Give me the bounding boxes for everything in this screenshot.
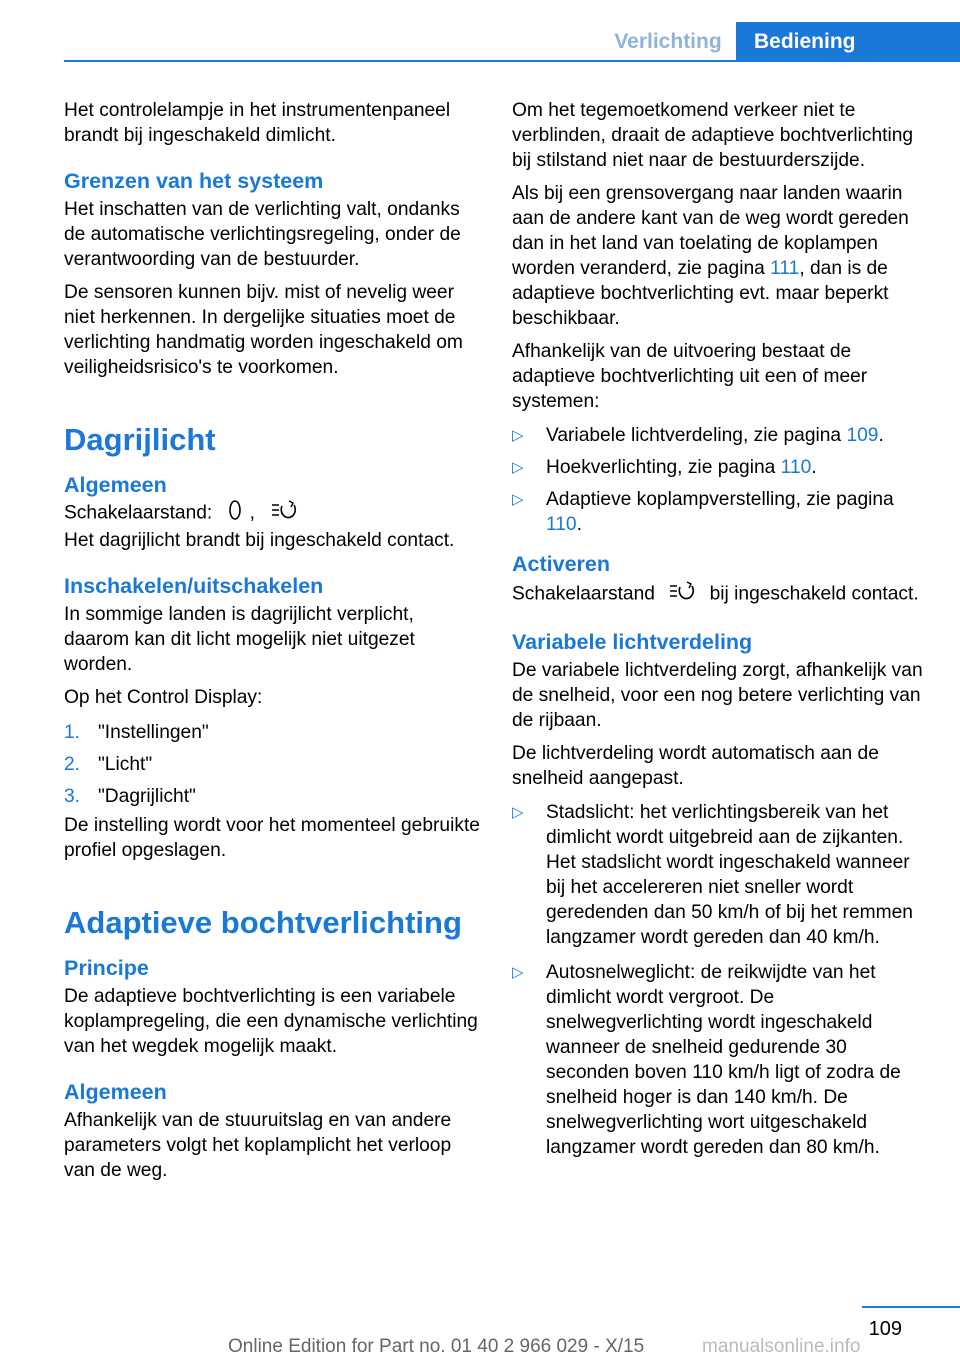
heading-algemeen: Algemeen <box>64 473 167 497</box>
bullet-triangle-icon: ▷ <box>512 804 524 821</box>
paragraph: Afhankelijk van de uitvoering bestaat de adaptieve bochtverlichting uit een of meer systemen: <box>512 341 868 412</box>
step-text: "Dagrijlicht" <box>98 786 196 807</box>
bullet-triangle-icon: ▷ <box>512 964 524 981</box>
bullet-text: . <box>576 514 582 535</box>
steps-list <box>64 720 484 809</box>
heading-dagrijlicht: Dagrijlicht <box>64 422 216 457</box>
bullet-text: Stadslicht: het verlichtingsbereik van het dimlicht wordt uitgebreid aan de zijkanten. Het stadslicht wordt ingeschakeld wanneer bij het accelereren niet sneller wordt geredenden dan 50 km/h of bij het remmen langzamer wordt gereden dan 40 km/h. <box>546 802 913 948</box>
right-column <box>512 98 932 1167</box>
heading-adaptieve: Adaptieve bochtverlichting <box>64 905 462 940</box>
step-number: 3. <box>64 786 81 807</box>
heading-activeren: Activeren <box>512 552 610 576</box>
bullet-triangle-icon: ▷ <box>512 491 524 508</box>
paragraph: De instelling wordt voor het momenteel gebruikte profiel opgeslagen. <box>64 815 480 861</box>
heading-principe: Principe <box>64 956 149 980</box>
step-text: "Instellingen" <box>98 722 209 743</box>
activate-line <box>512 580 932 609</box>
header-tab-bediening-label: Bediening <box>754 30 856 53</box>
bullet-triangle-icon: ▷ <box>512 459 524 476</box>
header-tab-bediening[interactable] <box>736 22 960 62</box>
list-item <box>512 960 932 1160</box>
switch-position-label: Schakelaarstand: <box>64 502 213 524</box>
page-link[interactable]: 111 <box>770 258 800 279</box>
list-item <box>64 784 484 809</box>
header-tab-verlichting[interactable]: Verlichting <box>614 30 722 53</box>
step-number: 1. <box>64 722 81 743</box>
paragraph: Het inschatten van de verlichting valt, ondanks de automatische verlichtingsregeling, onder de verantwoording van de bestuurder. <box>64 199 461 270</box>
light-modes-list <box>512 800 932 1160</box>
bullet-text: . <box>878 425 884 446</box>
page-link[interactable]: 110 <box>780 457 812 478</box>
edition-line: Online Edition for Part no. 01 40 2 966 029 - X/15 <box>228 1336 645 1357</box>
activate-text: bij ingeschakeld contact. <box>709 583 919 605</box>
heading-grenzen: Grenzen van het systeem <box>64 169 324 193</box>
paragraph: De adaptieve bochtverlichting is een variabele koplampregeling, die een dynamische verlichting van het wegdek mogelijk maakt. <box>64 986 478 1057</box>
bullet-text: . <box>811 457 817 478</box>
footer-rule <box>862 1306 960 1308</box>
auto-headlight-icon <box>668 580 696 609</box>
list-item <box>512 455 932 480</box>
paragraph: Het controlelampje in het instrumentenpaneel brandt bij ingeschakeld dimlicht. <box>64 100 451 146</box>
heading-inschakelen: Inschakelen/uitschakelen <box>64 574 324 598</box>
paragraph: Afhankelijk van de stuuruitslag en van andere parameters volgt het koplamplicht het verloop van de weg. <box>64 1110 452 1181</box>
bullet-text: Variabele lichtverdeling, zie pagina <box>546 425 847 446</box>
bullet-text: Hoekverlichting, zie pagina <box>546 457 781 478</box>
paragraph-text: , dan is de adaptieve bochtverlichting evt. maar beperkt beschikbaar. <box>512 258 889 329</box>
page-link[interactable]: 109 <box>846 425 879 446</box>
left-column <box>64 98 484 1183</box>
paragraph <box>512 181 932 331</box>
switch-off-icon <box>228 499 242 528</box>
step-text: "Licht" <box>98 754 153 775</box>
paragraph: Op het Control Display: <box>64 687 263 708</box>
list-item <box>512 487 932 537</box>
bullet-text: Autosnelweglicht: de reikwijdte van het dimlicht wordt vergroot. De snelwegverlichting wordt ingeschakeld wanneer de snelheid gedurende 30 seconden boven 110 km/h ligt of zodra de snelheid hoger is dan 140 km/h. De snelwegverlichting wort uitgeschakeld langzamer wordt gereden dan 80 km/h. <box>546 962 901 1158</box>
list-item <box>64 752 484 777</box>
page-number: 109 <box>868 1318 902 1340</box>
paragraph: Het dagrijlicht brandt bij ingeschakeld contact. <box>64 530 455 551</box>
list-item <box>64 720 484 745</box>
comma: , <box>249 502 255 524</box>
paragraph: De sensoren kunnen bijv. mist of nevelig weer niet herkennen. In dergelijke situaties moet de verlichting handmatig worden ingeschakeld om veiligheidsrisico's te voorkomen. <box>64 282 463 378</box>
auto-headlight-icon <box>270 499 298 528</box>
page-link[interactable]: 110 <box>546 514 577 535</box>
list-item <box>512 800 932 950</box>
paragraph: De lichtverdeling wordt automatisch aan de snelheid aangepast. <box>512 743 879 789</box>
switch-position-line <box>64 499 484 528</box>
step-number: 2. <box>64 754 81 775</box>
bullet-triangle-icon: ▷ <box>512 427 524 444</box>
header-rule <box>64 60 960 62</box>
activate-text: Schakelaarstand <box>512 583 655 605</box>
paragraph: Om het tegemoetkomend verkeer niet te verblinden, draait de adaptieve bochtverlichting bij stilstand niet naar de bestuurderszijde. <box>512 100 914 171</box>
paragraph: De variabele lichtverdeling zorgt, afhankelijk van de snelheid, voor een nog betere verlichting van de rijbaan. <box>512 660 923 731</box>
heading-algemeen: Algemeen <box>64 1080 167 1104</box>
watermark: manualsonline.info <box>702 1336 861 1357</box>
heading-variabele: Variabele lichtverdeling <box>512 630 753 654</box>
list-item <box>512 423 932 448</box>
paragraph: In sommige landen is dagrijlicht verplicht, daarom kan dit licht mogelijk niet uitgezet worden. <box>64 604 415 675</box>
systems-list <box>512 423 932 537</box>
paragraph-text: Als bij een grensovergang naar landen waarin aan de andere kant van de weg wordt gereden dan in het land van toelating de koplampen worden veranderd, zie pagina <box>512 183 909 279</box>
bullet-text: Adaptieve koplampverstelling, zie pagina <box>546 489 894 510</box>
